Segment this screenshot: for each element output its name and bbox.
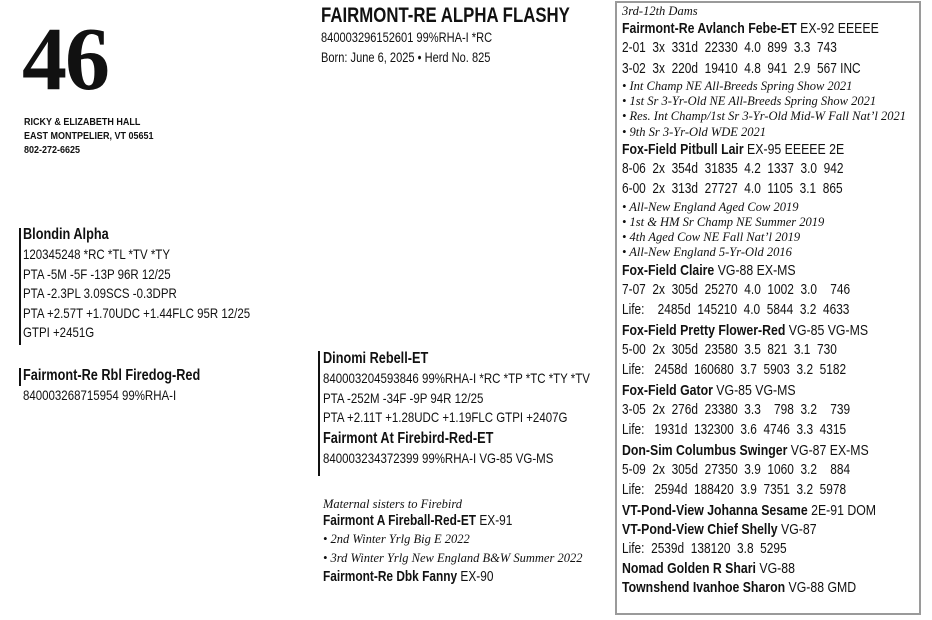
dam-entry-name bbox=[622, 501, 879, 520]
dams-panel-content bbox=[622, 3, 932, 597]
sister-name: Fairmont A Fireball-Red-ET bbox=[323, 513, 477, 529]
dam-entry-name bbox=[622, 441, 879, 460]
dam-classification: EX-92 EEEEE bbox=[796, 20, 879, 37]
animal-born: Born: June 6, 2025 • Herd No. 825 bbox=[321, 50, 491, 65]
sire-bracket bbox=[19, 228, 21, 345]
dam-name: Don-Sim Columbus Swinger bbox=[622, 441, 788, 459]
sire-line: PTA +2.57T +1.70UDC +1.44FLC 95R 12/25 bbox=[23, 304, 251, 321]
dam-id: 840003268715954 99%RHA-I bbox=[23, 387, 177, 403]
granddam-id: 840003234372399 99%RHA-I VG-85 VG-MS bbox=[323, 449, 554, 466]
owner-name: RICKY & ELIZABETH HALL bbox=[24, 117, 141, 128]
sister-entry bbox=[323, 512, 536, 530]
dam-bracket bbox=[19, 368, 21, 386]
dam-award-line: • 1st & HM Sr Champ NE Summer 2019 bbox=[622, 214, 825, 229]
dam-classification: VG-87 EX-MS bbox=[787, 441, 869, 459]
dam-entry-name bbox=[622, 19, 879, 38]
dam-record-line: 3-02 3x 220d 19410 4.8 941 2.9 567 INC bbox=[622, 60, 861, 77]
dam-entry-name bbox=[622, 140, 879, 159]
dam-name: Nomad Golden R Shari bbox=[622, 560, 756, 577]
lot-number: 46 bbox=[22, 10, 108, 109]
dam-classification: VG-85 VG-MS bbox=[712, 381, 796, 399]
dam-classification: 2E-91 DOM bbox=[807, 501, 877, 519]
dam-name: Fox-Field Pitbull Lair bbox=[622, 140, 744, 158]
dam-record-line: Life: 2485d 145210 4.0 5844 3.2 4633 bbox=[622, 302, 850, 318]
owner-info bbox=[24, 116, 168, 158]
owner-location: EAST MONTPELIER, VT 05651 bbox=[24, 131, 154, 142]
dam-sire-line: PTA -252M -34F -9P 94R 12/25 bbox=[323, 389, 484, 406]
dam-name: VT-Pond-View Johanna Sesame bbox=[622, 501, 808, 519]
sire-line: PTA -5M -5F -13P 96R 12/25 bbox=[23, 265, 171, 282]
maternal-sisters bbox=[323, 496, 582, 586]
sister-class: EX-90 bbox=[457, 569, 494, 585]
dam-record-line: 3-05 2x 276d 23380 3.3 798 3.2 739 bbox=[622, 401, 851, 418]
dam-name: Townshend Ivanhoe Sharon bbox=[622, 579, 786, 596]
sire-line: 120345248 *RC *TL *TV *TY bbox=[23, 246, 170, 262]
owner-phone: 802-272-6625 bbox=[24, 145, 81, 156]
sire-line: PTA -2.3PL 3.09SCS -0.3DPR bbox=[23, 285, 177, 301]
granddam-name: Fairmont At Firebird-Red-ET bbox=[323, 429, 494, 447]
sire-line: GTPI +2451G bbox=[23, 324, 95, 340]
dam-record-line: 6-00 2x 313d 27727 4.0 1105 3.1 865 bbox=[622, 181, 843, 198]
sire-block bbox=[23, 225, 300, 343]
dam-record-line: Life: 2458d 160680 3.7 5903 3.2 5182 bbox=[622, 362, 847, 378]
dam-entry-name bbox=[622, 381, 879, 400]
dam-award-line: • 4th Aged Cow NE Fall Nat’l 2019 bbox=[622, 230, 801, 245]
dam-classification: VG-85 VG-MS bbox=[785, 321, 869, 339]
dam-record-line: 2-01 3x 331d 22330 4.0 899 3.3 743 bbox=[622, 40, 837, 56]
dam-entry-name bbox=[622, 321, 879, 340]
sister-entry bbox=[323, 568, 536, 586]
dam-entry-name bbox=[622, 578, 879, 597]
dam-record-line: Life: 2594d 188420 3.9 7351 3.2 5978 bbox=[622, 482, 847, 498]
dam-sire-block bbox=[323, 349, 649, 468]
dam-award-line: • All-New England Aged Cow 2019 bbox=[622, 199, 799, 214]
sister-award: • 3rd Winter Yrlg New England B&W Summer 2022 bbox=[323, 551, 583, 565]
dam-name: Fox-Field Gator bbox=[622, 381, 713, 399]
dam-award-line: • Int Champ NE All-Breeds Spring Show 2021 bbox=[622, 79, 853, 93]
dam-award-line: • Res. Int Champ/1st Sr 3-Yr-Old Mid-W Fall Nat’l 2021 bbox=[622, 109, 906, 124]
dam-award-line: • 1st Sr 3-Yr-Old NE All-Breeds Spring Show 2021 bbox=[622, 94, 877, 109]
dam-name: Fox-Field Claire bbox=[622, 261, 715, 279]
dam-classification: VG-88 bbox=[755, 560, 795, 577]
dam-classification: VG-87 bbox=[777, 520, 817, 538]
dam-entry-name bbox=[622, 520, 879, 539]
dam-block bbox=[23, 366, 239, 406]
dam-entry-name bbox=[622, 559, 879, 578]
dam-entry-name bbox=[622, 261, 879, 280]
dams-panel-title: 3rd-12th Dams bbox=[622, 4, 698, 18]
sire-name: Blondin Alpha bbox=[23, 226, 109, 243]
dam-sire-line: PTA +2.11T +1.28UDC +1.19FLC GTPI +2407G bbox=[323, 409, 568, 425]
dam-record-line: 5-00 2x 305d 23580 3.5 821 3.1 730 bbox=[622, 341, 837, 358]
dam-record-line: 5-09 2x 305d 27350 3.9 1060 3.2 884 bbox=[622, 461, 851, 478]
dam-record-line: Life: 2539d 138120 3.8 5295 bbox=[622, 540, 787, 557]
dam-classification: VG-88 GMD bbox=[785, 579, 857, 596]
dam-sire-bracket bbox=[318, 351, 320, 476]
maternal-sisters-title: Maternal sisters to Firebird bbox=[323, 497, 463, 511]
dam-sire-name: Dinomi Rebell-ET bbox=[323, 350, 429, 367]
sister-name: Fairmont-Re Dbk Fanny bbox=[323, 569, 458, 585]
dam-name: VT-Pond-View Chief Shelly bbox=[622, 520, 778, 538]
dam-classification: EX-95 EEEEE 2E bbox=[743, 140, 845, 158]
dam-name: Fox-Field Pretty Flower-Red bbox=[622, 321, 786, 339]
dam-record-line: Life: 1931d 132300 3.6 4746 3.3 4315 bbox=[622, 422, 847, 438]
sister-class: EX-91 bbox=[476, 513, 513, 529]
dam-name: Fairmont-Re Avlanch Febe-ET bbox=[622, 20, 797, 37]
dam-classification: VG-88 EX-MS bbox=[714, 261, 796, 279]
dam-record-line: 8-06 2x 354d 31835 4.2 1337 3.0 942 bbox=[622, 160, 844, 177]
dam-award-line: • All-New England 5-Yr-Old 2016 bbox=[622, 245, 792, 260]
sister-award: • 2nd Winter Yrlg Big E 2022 bbox=[323, 532, 470, 546]
dam-sire-line: 840003204593846 99%RHA-I *RC *TP *TC *TY *TV bbox=[323, 370, 590, 386]
animal-name: FAIRMONT-RE ALPHA FLASHY bbox=[321, 4, 570, 27]
dam-award-line: • 9th Sr 3-Yr-Old WDE 2021 bbox=[622, 124, 767, 139]
dam-name: Fairmont-Re Rbl Firedog-Red bbox=[23, 367, 201, 384]
dam-record-line: 7-07 2x 305d 25270 4.0 1002 3.0 746 bbox=[622, 281, 851, 298]
animal-id: 840003296152601 99%RHA-I *RC bbox=[321, 30, 493, 45]
